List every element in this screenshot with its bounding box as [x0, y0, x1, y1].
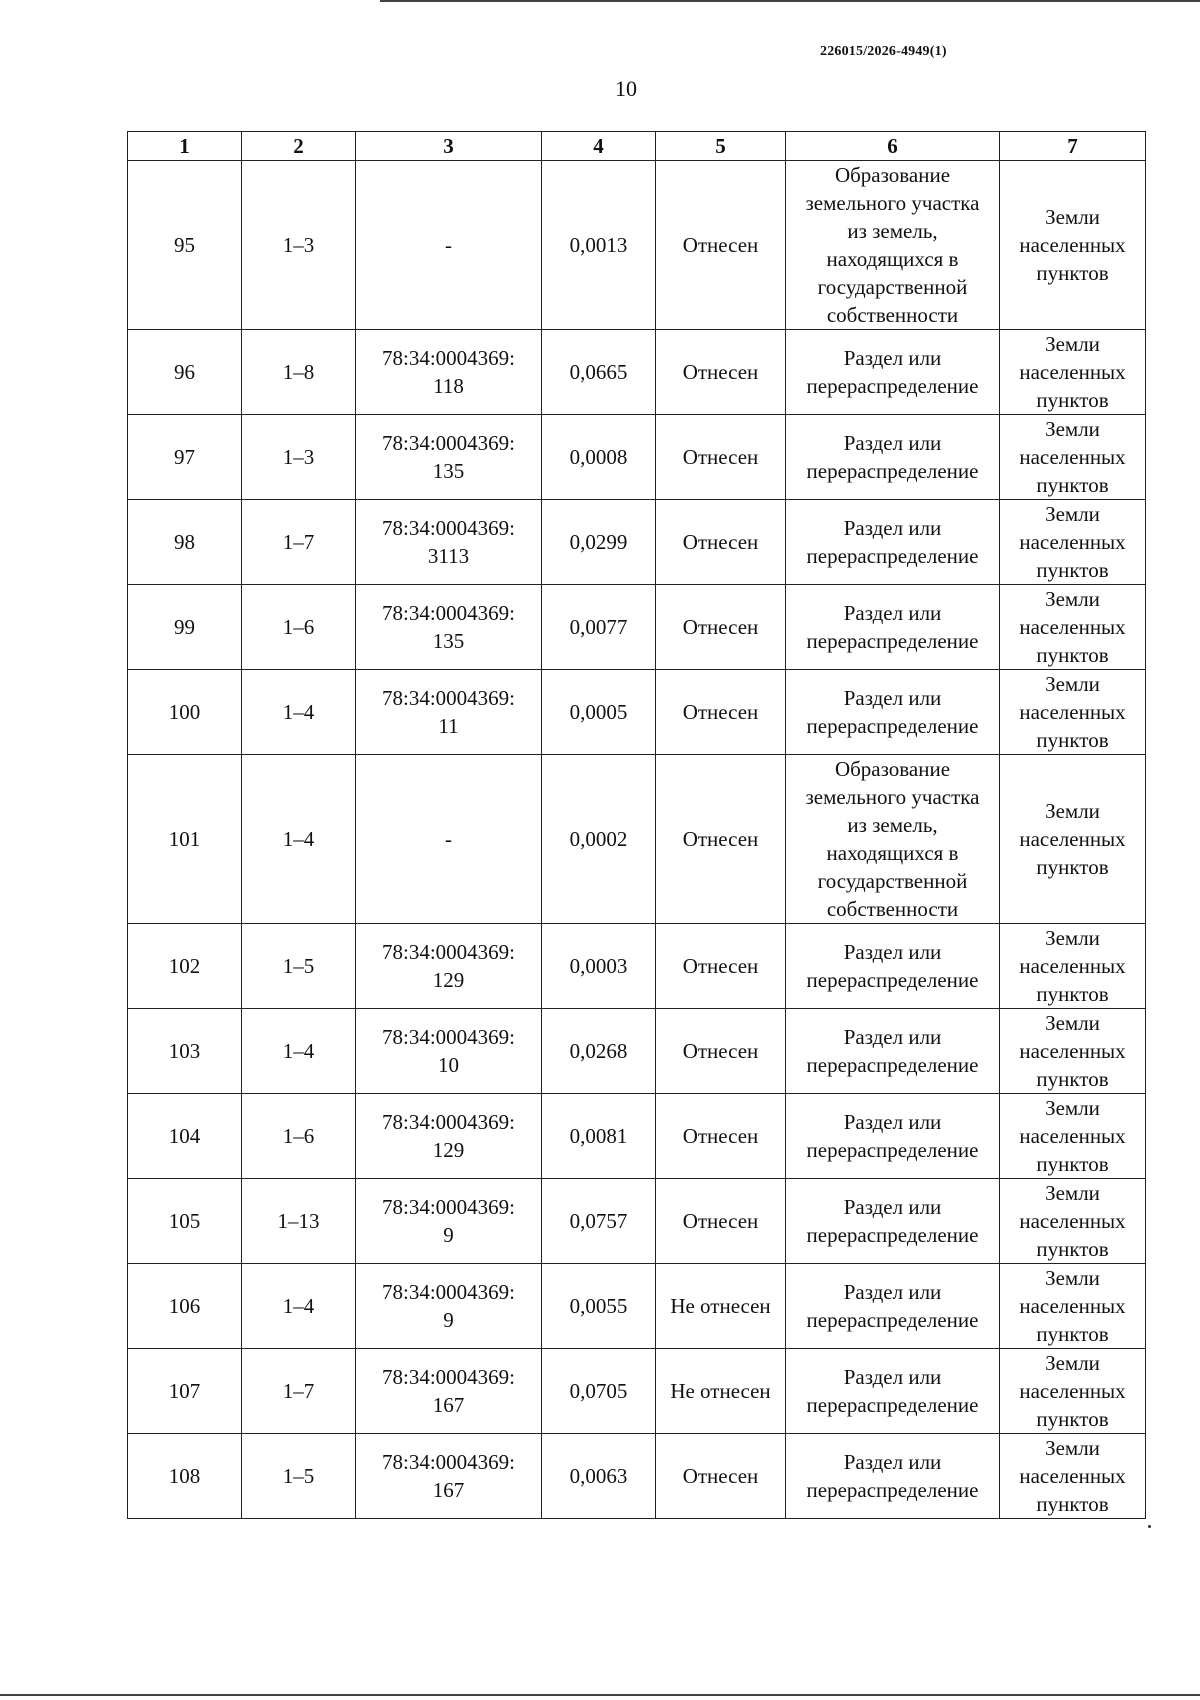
cell-method-line: перераспределение — [806, 1393, 979, 1417]
cell-area: 0,0002 — [542, 755, 656, 924]
cell-cadastral-number-line: 10 — [438, 1053, 459, 1077]
cell-method-line: перераспределение — [806, 714, 979, 738]
cell-cadastral-number — [356, 924, 542, 1009]
cell-contour-range: 1–4 — [242, 670, 356, 755]
cell-land-category-line: Земли — [1045, 587, 1100, 611]
cell-cadastral-number — [356, 1349, 542, 1434]
cell-method — [786, 670, 1000, 755]
cell-cadastral-number-line: 167 — [432, 1393, 465, 1417]
cell-method-line: перераспределение — [806, 1478, 979, 1502]
cell-contour-range: 1–6 — [242, 585, 356, 670]
cell-cadastral-number-line: 78:34:0004369: — [381, 431, 515, 455]
cell-land-category — [1000, 1009, 1146, 1094]
cell-method-line: Раздел или — [843, 940, 942, 964]
scan-top-edge-line — [380, 0, 1200, 2]
column-header-7: 7 — [1000, 132, 1146, 161]
cell-method — [786, 1264, 1000, 1349]
cell-land-category — [1000, 755, 1146, 924]
cell-land-category — [1000, 670, 1146, 755]
cell-method-line: перераспределение — [806, 544, 979, 568]
cell-area: 0,0005 — [542, 670, 656, 755]
page-number: 10 — [615, 76, 637, 101]
cell-land-category-line: населенных — [1019, 827, 1126, 851]
cell-land-category-line: населенных — [1019, 1039, 1126, 1063]
cell-method-line: земельного участка — [805, 191, 980, 215]
table-row — [128, 670, 1146, 755]
cell-number: 99 — [128, 585, 242, 670]
cell-land-category-line: Земли — [1045, 1096, 1100, 1120]
cell-land-category-line: населенных — [1019, 615, 1126, 639]
cell-method-line: перераспределение — [806, 968, 979, 992]
cell-method — [786, 1349, 1000, 1434]
cell-cadastral-number — [356, 1094, 542, 1179]
cell-method-line: из земель, — [847, 813, 938, 837]
cell-land-category-line: пунктов — [1036, 473, 1109, 497]
cell-cadastral-number-line: 78:34:0004369: — [381, 516, 515, 540]
cell-land-category — [1000, 924, 1146, 1009]
table-row — [128, 1349, 1146, 1434]
cell-land-category-line: населенных — [1019, 445, 1126, 469]
cell-land-category-line: населенных — [1019, 1124, 1126, 1148]
cell-method-line: Образование — [834, 163, 951, 187]
cell-land-category-line: Земли — [1045, 1266, 1100, 1290]
cell-area: 0,0013 — [542, 161, 656, 330]
cell-cadastral-number-line: - — [445, 827, 452, 851]
cell-land-category-line: пунктов — [1036, 1067, 1109, 1091]
cell-cadastral-number-line: 9 — [443, 1308, 454, 1332]
cell-number: 106 — [128, 1264, 242, 1349]
cell-cadastral-number — [356, 330, 542, 415]
cell-cadastral-number-line: 78:34:0004369: — [381, 1195, 515, 1219]
cell-method-line: находящихся в — [826, 841, 959, 865]
table-header-row — [128, 132, 1146, 161]
cell-cadastral-number-line: 78:34:0004369: — [381, 1365, 515, 1389]
cell-contour-range: 1–13 — [242, 1179, 356, 1264]
cell-contour-range: 1–4 — [242, 1264, 356, 1349]
cell-method-line: Раздел или — [843, 1110, 942, 1134]
cell-contour-range: 1–3 — [242, 161, 356, 330]
cell-land-category-line: населенных — [1019, 530, 1126, 554]
column-header-3: 3 — [356, 132, 542, 161]
cell-method — [786, 1179, 1000, 1264]
cell-area: 0,0705 — [542, 1349, 656, 1434]
cell-land-category-line: пунктов — [1036, 1407, 1109, 1431]
cell-land-category-line: пунктов — [1036, 728, 1109, 752]
cell-cadastral-number-line: 78:34:0004369: — [381, 601, 515, 625]
table-row — [128, 1434, 1146, 1519]
cell-cadastral-number-line: 78:34:0004369: — [381, 1450, 515, 1474]
cell-method-line: перераспределение — [806, 1308, 979, 1332]
cell-area: 0,0299 — [542, 500, 656, 585]
cell-land-category-line: населенных — [1019, 1464, 1126, 1488]
cell-cadastral-number — [356, 1009, 542, 1094]
cell-land-category-line: пунктов — [1036, 388, 1109, 412]
document-number: 226015/2026-4949(1) — [820, 44, 947, 59]
cell-land-category-line: населенных — [1019, 1294, 1126, 1318]
column-header-4: 4 — [542, 132, 656, 161]
cell-cadastral-number — [356, 1434, 542, 1519]
table-row — [128, 1009, 1146, 1094]
cell-land-category — [1000, 330, 1146, 415]
cell-land-category — [1000, 1434, 1146, 1519]
cell-method-line: Раздел или — [843, 346, 942, 370]
cell-land-category-line: Земли — [1045, 205, 1100, 229]
cell-area: 0,0063 — [542, 1434, 656, 1519]
cell-cadastral-number-line: 167 — [432, 1478, 465, 1502]
cell-cadastral-number-line: 129 — [432, 1138, 465, 1162]
cell-number: 100 — [128, 670, 242, 755]
cell-land-category-line: Земли — [1045, 1436, 1100, 1460]
cell-method — [786, 1434, 1000, 1519]
cell-cadastral-number-line: 118 — [433, 374, 464, 398]
cell-status: Не отнесен — [656, 1264, 786, 1349]
cell-method-line: Раздел или — [843, 1450, 942, 1474]
cell-number: 105 — [128, 1179, 242, 1264]
table-body — [128, 161, 1146, 1519]
cell-status: Отнесен — [656, 500, 786, 585]
cell-status: Отнесен — [656, 755, 786, 924]
column-header-1: 1 — [128, 132, 242, 161]
cell-method-line: Раздел или — [843, 1025, 942, 1049]
cell-status: Отнесен — [656, 1434, 786, 1519]
cell-contour-range: 1–5 — [242, 1434, 356, 1519]
table-row — [128, 330, 1146, 415]
table-row — [128, 585, 1146, 670]
cell-method-line: Раздел или — [843, 686, 942, 710]
cell-land-category-line: населенных — [1019, 700, 1126, 724]
scan-speck — [1148, 1525, 1151, 1528]
cell-method-line: Раздел или — [843, 1365, 942, 1389]
cell-method — [786, 924, 1000, 1009]
table-row — [128, 1264, 1146, 1349]
cell-area: 0,0268 — [542, 1009, 656, 1094]
cell-number: 95 — [128, 161, 242, 330]
cell-land-category-line: пунктов — [1036, 261, 1109, 285]
cell-method-line: перераспределение — [806, 629, 979, 653]
cell-cadastral-number-line: 135 — [432, 629, 465, 653]
cell-land-category-line: Земли — [1045, 417, 1100, 441]
cell-status: Отнесен — [656, 415, 786, 500]
cell-method — [786, 1094, 1000, 1179]
cell-method-line: Раздел или — [843, 516, 942, 540]
cell-land-category-line: населенных — [1019, 1379, 1126, 1403]
cell-status: Отнесен — [656, 1179, 786, 1264]
cell-status: Отнесен — [656, 161, 786, 330]
cell-status: Отнесен — [656, 330, 786, 415]
column-header-6: 6 — [786, 132, 1000, 161]
cell-contour-range: 1–6 — [242, 1094, 356, 1179]
cell-method-line: перераспределение — [806, 459, 979, 483]
land-plots-table — [127, 131, 1146, 1519]
cell-cadastral-number-line: 78:34:0004369: — [381, 940, 515, 964]
cell-land-category-line: пунктов — [1036, 1492, 1109, 1516]
cell-cadastral-number-line: 3113 — [427, 544, 470, 568]
cell-cadastral-number — [356, 585, 542, 670]
cell-method-line: Раздел или — [843, 601, 942, 625]
column-header-5: 5 — [656, 132, 786, 161]
table-row — [128, 161, 1146, 330]
cell-cadastral-number — [356, 755, 542, 924]
cell-method — [786, 1009, 1000, 1094]
cell-method — [786, 161, 1000, 330]
cell-status: Отнесен — [656, 1009, 786, 1094]
cell-number: 103 — [128, 1009, 242, 1094]
cell-cadastral-number-line: 135 — [432, 459, 465, 483]
column-header-2: 2 — [242, 132, 356, 161]
cell-land-category-line: пунктов — [1036, 982, 1109, 1006]
cell-land-category — [1000, 1094, 1146, 1179]
cell-cadastral-number-line: 129 — [432, 968, 465, 992]
table-row — [128, 415, 1146, 500]
cell-contour-range: 1–3 — [242, 415, 356, 500]
cell-cadastral-number — [356, 1264, 542, 1349]
cell-land-category — [1000, 1349, 1146, 1434]
cell-land-category-line: пунктов — [1036, 1152, 1109, 1176]
cell-status: Отнесен — [656, 670, 786, 755]
table-row — [128, 1094, 1146, 1179]
cell-area: 0,0055 — [542, 1264, 656, 1349]
cell-method-line: собственности — [826, 303, 959, 327]
cell-land-category-line: пунктов — [1036, 1322, 1109, 1346]
cell-cadastral-number — [356, 670, 542, 755]
cell-land-category-line: пунктов — [1036, 855, 1109, 879]
cell-contour-range: 1–8 — [242, 330, 356, 415]
cell-cadastral-number-line: 9 — [443, 1223, 454, 1247]
cell-land-category — [1000, 1264, 1146, 1349]
table-row — [128, 500, 1146, 585]
cell-contour-range: 1–7 — [242, 500, 356, 585]
cell-number: 108 — [128, 1434, 242, 1519]
cell-cadastral-number-line: 78:34:0004369: — [381, 686, 515, 710]
cell-land-category — [1000, 161, 1146, 330]
cell-land-category-line: пунктов — [1036, 643, 1109, 667]
cell-method-line: перераспределение — [806, 374, 979, 398]
cell-cadastral-number-line: 11 — [438, 714, 459, 738]
cell-contour-range: 1–7 — [242, 1349, 356, 1434]
cell-land-category-line: населенных — [1019, 233, 1126, 257]
cell-area: 0,0003 — [542, 924, 656, 1009]
cell-status: Не отнесен — [656, 1349, 786, 1434]
cell-method — [786, 585, 1000, 670]
cell-method-line: перераспределение — [806, 1053, 979, 1077]
cell-land-category — [1000, 585, 1146, 670]
cell-land-category-line: пунктов — [1036, 1237, 1109, 1261]
cell-method-line: государственной — [817, 869, 968, 893]
cell-area: 0,0077 — [542, 585, 656, 670]
cell-cadastral-number — [356, 161, 542, 330]
cell-land-category-line: населенных — [1019, 954, 1126, 978]
cell-method-line: государственной — [817, 275, 968, 299]
cell-number: 97 — [128, 415, 242, 500]
cell-area: 0,0081 — [542, 1094, 656, 1179]
cell-land-category-line: Земли — [1045, 1351, 1100, 1375]
cell-method — [786, 500, 1000, 585]
cell-method-line: перераспределение — [806, 1138, 979, 1162]
cell-land-category-line: Земли — [1045, 799, 1100, 823]
cell-land-category-line: Земли — [1045, 502, 1100, 526]
cell-status: Отнесен — [656, 1094, 786, 1179]
cell-cadastral-number — [356, 500, 542, 585]
cell-land-category — [1000, 1179, 1146, 1264]
cell-area: 0,0008 — [542, 415, 656, 500]
cell-land-category-line: населенных — [1019, 360, 1126, 384]
cell-number: 107 — [128, 1349, 242, 1434]
cell-method — [786, 330, 1000, 415]
cell-cadastral-number — [356, 1179, 542, 1264]
cell-area: 0,0757 — [542, 1179, 656, 1264]
cell-method-line: из земель, — [847, 219, 938, 243]
cell-method-line: Раздел или — [843, 1195, 942, 1219]
scan-bottom-edge-line — [0, 1694, 1200, 1696]
cell-cadastral-number-line: 78:34:0004369: — [381, 1110, 515, 1134]
cell-cadastral-number-line: - — [445, 233, 452, 257]
table-row — [128, 755, 1146, 924]
cell-method-line: Раздел или — [843, 431, 942, 455]
cell-cadastral-number-line: 78:34:0004369: — [381, 1025, 515, 1049]
cell-land-category — [1000, 500, 1146, 585]
cell-land-category-line: Земли — [1045, 672, 1100, 696]
cell-land-category-line: населенных — [1019, 1209, 1126, 1233]
cell-status: Отнесен — [656, 585, 786, 670]
cell-status: Отнесен — [656, 924, 786, 1009]
cell-method — [786, 415, 1000, 500]
table-row — [128, 924, 1146, 1009]
cell-land-category — [1000, 415, 1146, 500]
cell-land-category-line: Земли — [1045, 926, 1100, 950]
cell-number: 96 — [128, 330, 242, 415]
cell-method-line: Образование — [834, 757, 951, 781]
cell-land-category-line: Земли — [1045, 332, 1100, 356]
cell-method-line: собственности — [826, 897, 959, 921]
cell-number: 102 — [128, 924, 242, 1009]
cell-method-line: перераспределение — [806, 1223, 979, 1247]
table-row — [128, 1179, 1146, 1264]
cell-method — [786, 755, 1000, 924]
cell-cadastral-number-line: 78:34:0004369: — [381, 346, 515, 370]
cell-number: 98 — [128, 500, 242, 585]
cell-cadastral-number — [356, 415, 542, 500]
cell-method-line: земельного участка — [805, 785, 980, 809]
cell-area: 0,0665 — [542, 330, 656, 415]
cell-number: 101 — [128, 755, 242, 924]
cell-method-line: находящихся в — [826, 247, 959, 271]
cell-contour-range: 1–5 — [242, 924, 356, 1009]
cell-contour-range: 1–4 — [242, 755, 356, 924]
cell-cadastral-number-line: 78:34:0004369: — [381, 1280, 515, 1304]
cell-number: 104 — [128, 1094, 242, 1179]
cell-land-category-line: пунктов — [1036, 558, 1109, 582]
cell-method-line: Раздел или — [843, 1280, 942, 1304]
cell-land-category-line: Земли — [1045, 1181, 1100, 1205]
cell-land-category-line: Земли — [1045, 1011, 1100, 1035]
cell-contour-range: 1–4 — [242, 1009, 356, 1094]
